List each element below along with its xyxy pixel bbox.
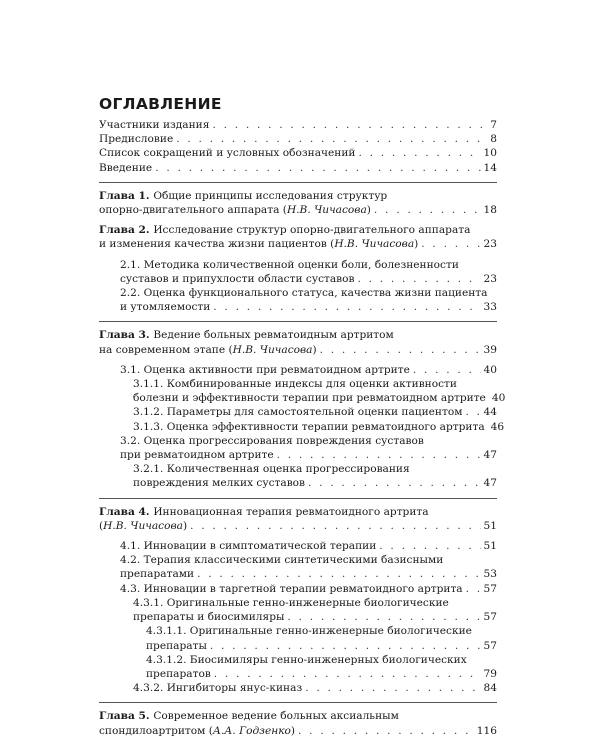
toc-entry-text: 3.1.2. Параметры для самостоятельной оценки пациентом — [133, 406, 463, 419]
page-number: 57 — [483, 582, 497, 595]
dot-leader — [155, 161, 480, 175]
toc-chapter-entry[interactable] — [99, 189, 497, 217]
toc-entry-text: 4.3. Инновации в таргетной терапии ревматоидного артрита — [120, 582, 463, 595]
section-divider — [99, 182, 497, 183]
toc-entry[interactable] — [99, 405, 497, 419]
page-number: 47 — [483, 449, 497, 462]
page-number: 14 — [483, 161, 497, 174]
dot-leader — [308, 476, 481, 490]
page-number: 47 — [483, 477, 497, 490]
page-number: 18 — [483, 204, 497, 217]
toc-entry-text: 4.3.1. Оригинальные генно-инженерные биологические — [133, 596, 449, 609]
toc-entry-text: 4.3.1.1. Оригинальные генно-инженерные биологические — [146, 625, 472, 638]
dot-leader — [190, 519, 480, 533]
dot-leader — [379, 539, 480, 553]
dot-leader — [210, 639, 481, 653]
dot-leader — [413, 363, 481, 377]
toc-chapter-entry[interactable] — [99, 328, 497, 356]
toc-entry-text: Участники издания — [99, 119, 210, 131]
page-number: 8 — [490, 133, 497, 146]
dot-leader — [358, 146, 480, 160]
dot-leader — [421, 237, 480, 251]
section-divider — [99, 498, 497, 499]
dot-leader — [374, 203, 481, 217]
toc-entry[interactable] — [99, 132, 497, 146]
toc-entry-text: (Н.В. Чичасова) — [99, 519, 188, 532]
page-number: 7 — [490, 119, 497, 131]
toc-entry-text: 4.1. Инновации в симптоматической терапии — [120, 540, 377, 553]
page-number: 23 — [483, 272, 497, 285]
toc-entry-text: 2.1. Методика количественной оценки боли, болезненности — [120, 258, 459, 271]
toc-entry[interactable] — [99, 596, 497, 624]
chapter-number: Глава 4. — [99, 505, 154, 518]
dot-leader — [358, 272, 481, 286]
toc-entry-text: 4.3.2. Ингибиторы янус-киназ — [133, 682, 303, 695]
page-number: 57 — [483, 639, 497, 652]
page-number: 46 — [490, 420, 505, 433]
chapter-author: Н.В. Чичасова — [232, 343, 313, 356]
toc-entry[interactable] — [99, 582, 497, 596]
chapter-author: Н.В. Чичасова — [286, 204, 367, 217]
toc-chapter-entry[interactable] — [99, 223, 497, 251]
page-number: 23 — [483, 238, 497, 251]
page-number: 40 — [491, 392, 506, 405]
toc-chapter-entry[interactable] — [99, 709, 497, 737]
toc-entry-text: 3.1.3. Оценка эффективности терапии ревматоидного артрита — [133, 420, 485, 433]
section-divider — [99, 321, 497, 322]
toc-entry[interactable] — [99, 653, 497, 681]
toc-entry-text: Глава 5. Современное ведение больных аксиальным — [99, 710, 399, 723]
page-number: 51 — [483, 540, 497, 553]
toc-entry[interactable] — [99, 146, 497, 160]
toc-entry-text: Предисловие — [99, 133, 174, 146]
page-number: 116 — [476, 724, 497, 737]
toc-entry-text: 3.1.1. Комбинированные индексы для оценки активности — [133, 378, 457, 391]
toc-entry-text: 3.2.1. Количественная оценка прогрессирования — [133, 463, 410, 476]
page-number: 39 — [483, 343, 497, 356]
dot-leader — [305, 681, 480, 695]
toc-entry-text: опорно-двигательного аппарата (Н.В. Чичасова) — [99, 204, 371, 217]
page-number: 79 — [483, 667, 497, 680]
chapter-author: Н.В. Чичасова — [103, 519, 183, 532]
toc-entry-text: и утомляемости — [120, 301, 211, 314]
toc-entry-text: 4.3.1.2. Биосимиляры генно-инженерных биологических — [146, 653, 467, 666]
toc-entry[interactable] — [99, 161, 497, 175]
section-divider — [99, 702, 497, 703]
dot-leader — [212, 118, 487, 132]
chapter-number: Глава 2. — [99, 224, 154, 237]
toc-entry-text: при ревматоидном артрите — [120, 449, 274, 462]
dot-leader — [176, 132, 487, 146]
toc-entry-text: спондилоартритом (А.А. Годзенко) — [99, 724, 296, 737]
toc-entry[interactable] — [99, 553, 497, 581]
toc-entry[interactable] — [99, 539, 497, 553]
dot-leader — [298, 724, 474, 738]
toc-entry-text: 2.2. Оценка функционального статуса, качества жизни пациента — [120, 287, 488, 300]
dot-leader — [466, 582, 481, 596]
toc-entry-text: 4.2. Терапия классическими синтетическими базисными — [120, 554, 444, 567]
dot-leader — [214, 667, 481, 681]
toc-entry-text: 3.2. Оценка прогрессирования повреждения суставов — [120, 434, 424, 447]
toc-entry[interactable] — [99, 681, 497, 695]
dot-leader — [465, 405, 480, 419]
dot-leader — [213, 300, 480, 314]
chapter-author: Н.В. Чичасова — [334, 238, 415, 251]
dot-leader — [320, 343, 481, 357]
toc-entry-text: препаратами — [120, 568, 195, 581]
table-of-contents — [99, 118, 506, 738]
toc-entry-text: препараты — [146, 639, 207, 652]
page-number: 57 — [483, 611, 497, 624]
chapter-number: Глава 1. — [99, 189, 154, 202]
toc-entry-text: Глава 2. Исследование структур опорно-двигательного аппарата — [99, 224, 471, 237]
page-number: 53 — [483, 568, 497, 581]
page-number: 10 — [483, 147, 497, 160]
toc-entry[interactable] — [99, 286, 497, 314]
toc-entry-text: препаратов — [146, 667, 211, 680]
toc-entry-text: на современном этапе (Н.В. Чичасова) — [99, 343, 317, 356]
toc-entry[interactable] — [99, 363, 497, 377]
toc-entry-text: Глава 4. Инновационная терапия ревматоидного артрита — [99, 505, 429, 518]
page-number: 44 — [483, 406, 497, 419]
dot-leader — [197, 567, 480, 581]
toc-entry[interactable] — [99, 258, 497, 286]
toc-entry[interactable] — [99, 624, 497, 652]
dot-leader — [277, 448, 481, 462]
toc-entry-text: Глава 3. Ведение больных ревматоидным артритом — [99, 329, 394, 342]
toc-entry-text: Список сокращений и условных обозначений — [99, 147, 356, 160]
toc-entry[interactable] — [99, 462, 497, 490]
toc-entry-text: и изменения качества жизни пациентов (Н.В. Чичасова) — [99, 238, 419, 251]
toc-entry-text: Введение — [99, 161, 153, 174]
page-title: ОГЛАВЛЕНИЕ — [99, 95, 222, 113]
toc-entry-text: повреждения мелких суставов — [133, 477, 306, 490]
page-number: 84 — [483, 682, 497, 695]
toc-entry-text: Глава 1. Общие принципы исследования структур — [99, 189, 388, 202]
toc-entry[interactable] — [99, 420, 505, 434]
dot-leader — [287, 610, 480, 624]
toc-entry-text: препараты и биосимиляры — [133, 611, 285, 624]
page-number: 51 — [483, 519, 497, 532]
toc-entry[interactable] — [99, 118, 497, 132]
toc-entry-text: 3.1. Оценка активности при ревматоидном артрите — [120, 363, 410, 376]
toc-chapter-entry[interactable] — [99, 505, 497, 533]
toc-entry[interactable] — [99, 434, 497, 462]
chapter-number: Глава 3. — [99, 329, 154, 342]
toc-entry[interactable] — [99, 377, 506, 405]
chapter-author: А.А. Годзенко — [212, 724, 291, 737]
page-number: 33 — [483, 301, 497, 314]
chapter-number: Глава 5. — [99, 710, 154, 723]
page-number: 40 — [483, 363, 497, 376]
toc-entry-text: суставов и припухлости области суставов — [120, 272, 355, 285]
toc-entry-text: болезни и эффективности терапии при ревматоидном артрите — [133, 392, 486, 405]
